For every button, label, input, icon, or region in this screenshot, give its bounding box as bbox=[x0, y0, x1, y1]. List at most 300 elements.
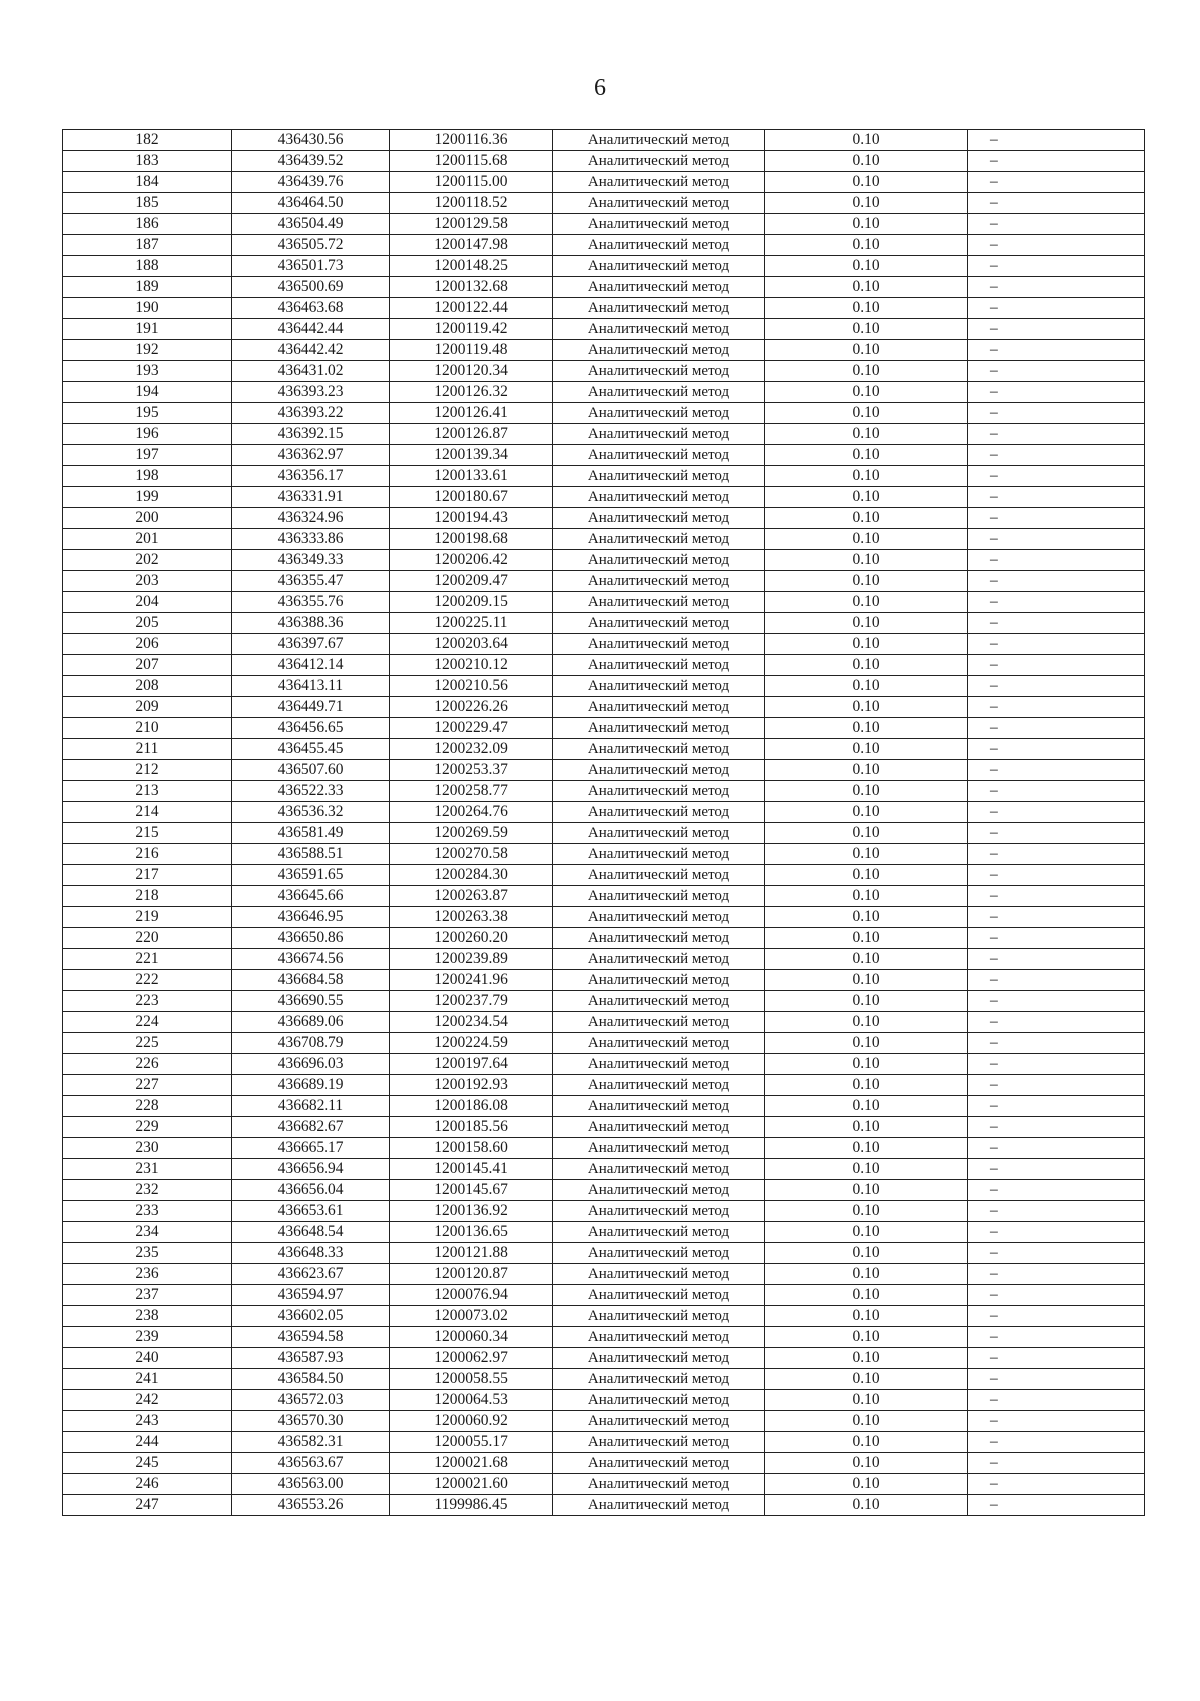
accuracy-cell: 0.10 bbox=[765, 403, 968, 424]
table-row bbox=[63, 319, 1145, 340]
point-number-cell: 230 bbox=[63, 1138, 232, 1159]
x-coordinate-cell: 436388.36 bbox=[232, 613, 390, 634]
accuracy-cell: 0.10 bbox=[765, 1117, 968, 1138]
accuracy-cell: 0.10 bbox=[765, 445, 968, 466]
note-cell: – bbox=[968, 718, 1145, 739]
x-coordinate-cell: 436442.42 bbox=[232, 340, 390, 361]
y-coordinate-cell: 1200225.11 bbox=[390, 613, 553, 634]
point-number-cell: 194 bbox=[63, 382, 232, 403]
x-coordinate-cell: 436602.05 bbox=[232, 1306, 390, 1327]
table-row bbox=[63, 298, 1145, 319]
x-coordinate-cell: 436570.30 bbox=[232, 1411, 390, 1432]
table-row bbox=[63, 1390, 1145, 1411]
accuracy-cell: 0.10 bbox=[765, 823, 968, 844]
note-cell: – bbox=[968, 802, 1145, 823]
note-cell: – bbox=[968, 1264, 1145, 1285]
x-coordinate-cell: 436656.94 bbox=[232, 1159, 390, 1180]
y-coordinate-cell: 1200263.38 bbox=[390, 907, 553, 928]
y-coordinate-cell: 1200270.58 bbox=[390, 844, 553, 865]
table-row bbox=[63, 1180, 1145, 1201]
accuracy-cell: 0.10 bbox=[765, 1243, 968, 1264]
method-cell: Аналитический метод bbox=[553, 1390, 765, 1411]
accuracy-cell: 0.10 bbox=[765, 130, 968, 151]
x-coordinate-cell: 436430.56 bbox=[232, 130, 390, 151]
x-coordinate-cell: 436594.97 bbox=[232, 1285, 390, 1306]
y-coordinate-cell: 1200198.68 bbox=[390, 529, 553, 550]
x-coordinate-cell: 436648.54 bbox=[232, 1222, 390, 1243]
point-number-cell: 208 bbox=[63, 676, 232, 697]
y-coordinate-cell: 1200224.59 bbox=[390, 1033, 553, 1054]
y-coordinate-cell: 1200133.61 bbox=[390, 466, 553, 487]
note-cell: – bbox=[968, 1012, 1145, 1033]
x-coordinate-cell: 436682.67 bbox=[232, 1117, 390, 1138]
note-cell: – bbox=[968, 823, 1145, 844]
note-cell: – bbox=[968, 1327, 1145, 1348]
y-coordinate-cell: 1200180.67 bbox=[390, 487, 553, 508]
point-number-cell: 223 bbox=[63, 991, 232, 1012]
point-number-cell: 236 bbox=[63, 1264, 232, 1285]
y-coordinate-cell: 1200132.68 bbox=[390, 277, 553, 298]
x-coordinate-cell: 436584.50 bbox=[232, 1369, 390, 1390]
table-row bbox=[63, 865, 1145, 886]
method-cell: Аналитический метод bbox=[553, 193, 765, 214]
x-coordinate-cell: 436572.03 bbox=[232, 1390, 390, 1411]
y-coordinate-cell: 1200120.87 bbox=[390, 1264, 553, 1285]
method-cell: Аналитический метод bbox=[553, 466, 765, 487]
point-number-cell: 203 bbox=[63, 571, 232, 592]
method-cell: Аналитический метод bbox=[553, 907, 765, 928]
method-cell: Аналитический метод bbox=[553, 172, 765, 193]
accuracy-cell: 0.10 bbox=[765, 424, 968, 445]
table-row bbox=[63, 1054, 1145, 1075]
x-coordinate-cell: 436588.51 bbox=[232, 844, 390, 865]
method-cell: Аналитический метод bbox=[553, 340, 765, 361]
point-number-cell: 221 bbox=[63, 949, 232, 970]
point-number-cell: 197 bbox=[63, 445, 232, 466]
y-coordinate-cell: 1200147.98 bbox=[390, 235, 553, 256]
note-cell: – bbox=[968, 991, 1145, 1012]
method-cell: Аналитический метод bbox=[553, 1348, 765, 1369]
method-cell: Аналитический метод bbox=[553, 697, 765, 718]
table-row bbox=[63, 676, 1145, 697]
method-cell: Аналитический метод bbox=[553, 130, 765, 151]
accuracy-cell: 0.10 bbox=[765, 151, 968, 172]
point-number-cell: 242 bbox=[63, 1390, 232, 1411]
table-row bbox=[63, 1285, 1145, 1306]
note-cell: – bbox=[968, 676, 1145, 697]
y-coordinate-cell: 1200253.37 bbox=[390, 760, 553, 781]
y-coordinate-cell: 1200209.15 bbox=[390, 592, 553, 613]
note-cell: – bbox=[968, 361, 1145, 382]
table-row bbox=[63, 1453, 1145, 1474]
x-coordinate-cell: 436455.45 bbox=[232, 739, 390, 760]
accuracy-cell: 0.10 bbox=[765, 1096, 968, 1117]
y-coordinate-cell: 1200264.76 bbox=[390, 802, 553, 823]
accuracy-cell: 0.10 bbox=[765, 907, 968, 928]
table-row bbox=[63, 172, 1145, 193]
note-cell: – bbox=[968, 886, 1145, 907]
accuracy-cell: 0.10 bbox=[765, 319, 968, 340]
x-coordinate-cell: 436393.22 bbox=[232, 403, 390, 424]
y-coordinate-cell: 1200021.60 bbox=[390, 1474, 553, 1495]
y-coordinate-cell: 1200226.26 bbox=[390, 697, 553, 718]
method-cell: Аналитический метод bbox=[553, 1012, 765, 1033]
method-cell: Аналитический метод bbox=[553, 1180, 765, 1201]
method-cell: Аналитический метод bbox=[553, 1432, 765, 1453]
point-number-cell: 188 bbox=[63, 256, 232, 277]
point-number-cell: 190 bbox=[63, 298, 232, 319]
point-number-cell: 243 bbox=[63, 1411, 232, 1432]
point-number-cell: 220 bbox=[63, 928, 232, 949]
y-coordinate-cell: 1200260.20 bbox=[390, 928, 553, 949]
table-row bbox=[63, 1432, 1145, 1453]
method-cell: Аналитический метод bbox=[553, 508, 765, 529]
note-cell: – bbox=[968, 739, 1145, 760]
method-cell: Аналитический метод bbox=[553, 1327, 765, 1348]
method-cell: Аналитический метод bbox=[553, 592, 765, 613]
accuracy-cell: 0.10 bbox=[765, 592, 968, 613]
note-cell: – bbox=[968, 529, 1145, 550]
note-cell: – bbox=[968, 298, 1145, 319]
method-cell: Аналитический метод bbox=[553, 361, 765, 382]
table-row bbox=[63, 718, 1145, 739]
note-cell: – bbox=[968, 613, 1145, 634]
y-coordinate-cell: 1200192.93 bbox=[390, 1075, 553, 1096]
method-cell: Аналитический метод bbox=[553, 214, 765, 235]
y-coordinate-cell: 1200121.88 bbox=[390, 1243, 553, 1264]
note-cell: – bbox=[968, 1243, 1145, 1264]
note-cell: – bbox=[968, 550, 1145, 571]
point-number-cell: 238 bbox=[63, 1306, 232, 1327]
note-cell: – bbox=[968, 382, 1145, 403]
note-cell: – bbox=[968, 1117, 1145, 1138]
x-coordinate-cell: 436582.31 bbox=[232, 1432, 390, 1453]
point-number-cell: 231 bbox=[63, 1159, 232, 1180]
y-coordinate-cell: 1200021.68 bbox=[390, 1453, 553, 1474]
method-cell: Аналитический метод bbox=[553, 844, 765, 865]
x-coordinate-cell: 436682.11 bbox=[232, 1096, 390, 1117]
accuracy-cell: 0.10 bbox=[765, 760, 968, 781]
note-cell: – bbox=[968, 172, 1145, 193]
method-cell: Аналитический метод bbox=[553, 1495, 765, 1516]
accuracy-cell: 0.10 bbox=[765, 298, 968, 319]
note-cell: – bbox=[968, 1369, 1145, 1390]
point-number-cell: 213 bbox=[63, 781, 232, 802]
accuracy-cell: 0.10 bbox=[765, 1222, 968, 1243]
table-row bbox=[63, 256, 1145, 277]
table-row bbox=[63, 550, 1145, 571]
table-row bbox=[63, 130, 1145, 151]
note-cell: – bbox=[968, 256, 1145, 277]
point-number-cell: 204 bbox=[63, 592, 232, 613]
table-row bbox=[63, 823, 1145, 844]
note-cell: – bbox=[968, 865, 1145, 886]
note-cell: – bbox=[968, 970, 1145, 991]
table-row bbox=[63, 1327, 1145, 1348]
x-coordinate-cell: 436439.76 bbox=[232, 172, 390, 193]
point-number-cell: 196 bbox=[63, 424, 232, 445]
method-cell: Аналитический метод bbox=[553, 550, 765, 571]
x-coordinate-cell: 436587.93 bbox=[232, 1348, 390, 1369]
x-coordinate-cell: 436581.49 bbox=[232, 823, 390, 844]
method-cell: Аналитический метод bbox=[553, 613, 765, 634]
x-coordinate-cell: 436449.71 bbox=[232, 697, 390, 718]
accuracy-cell: 0.10 bbox=[765, 718, 968, 739]
y-coordinate-cell: 1200129.58 bbox=[390, 214, 553, 235]
method-cell: Аналитический метод bbox=[553, 1222, 765, 1243]
method-cell: Аналитический метод bbox=[553, 823, 765, 844]
x-coordinate-cell: 436355.76 bbox=[232, 592, 390, 613]
note-cell: – bbox=[968, 1495, 1145, 1516]
accuracy-cell: 0.10 bbox=[765, 970, 968, 991]
note-cell: – bbox=[968, 1075, 1145, 1096]
x-coordinate-cell: 436464.50 bbox=[232, 193, 390, 214]
accuracy-cell: 0.10 bbox=[765, 193, 968, 214]
note-cell: – bbox=[968, 928, 1145, 949]
point-number-cell: 199 bbox=[63, 487, 232, 508]
method-cell: Аналитический метод bbox=[553, 760, 765, 781]
note-cell: – bbox=[968, 907, 1145, 928]
note-cell: – bbox=[968, 1201, 1145, 1222]
note-cell: – bbox=[968, 760, 1145, 781]
x-coordinate-cell: 436591.65 bbox=[232, 865, 390, 886]
table-row bbox=[63, 1096, 1145, 1117]
point-number-cell: 224 bbox=[63, 1012, 232, 1033]
y-coordinate-cell: 1200258.77 bbox=[390, 781, 553, 802]
table-row bbox=[63, 1474, 1145, 1495]
accuracy-cell: 0.10 bbox=[765, 1012, 968, 1033]
y-coordinate-cell: 1200269.59 bbox=[390, 823, 553, 844]
y-coordinate-cell: 1200120.34 bbox=[390, 361, 553, 382]
method-cell: Аналитический метод bbox=[553, 1075, 765, 1096]
point-number-cell: 184 bbox=[63, 172, 232, 193]
accuracy-cell: 0.10 bbox=[765, 865, 968, 886]
accuracy-cell: 0.10 bbox=[765, 844, 968, 865]
x-coordinate-cell: 436463.68 bbox=[232, 298, 390, 319]
x-coordinate-cell: 436563.67 bbox=[232, 1453, 390, 1474]
note-cell: – bbox=[968, 319, 1145, 340]
x-coordinate-cell: 436442.44 bbox=[232, 319, 390, 340]
point-number-cell: 244 bbox=[63, 1432, 232, 1453]
accuracy-cell: 0.10 bbox=[765, 277, 968, 298]
accuracy-cell: 0.10 bbox=[765, 1033, 968, 1054]
point-number-cell: 241 bbox=[63, 1369, 232, 1390]
point-number-cell: 227 bbox=[63, 1075, 232, 1096]
x-coordinate-cell: 436356.17 bbox=[232, 466, 390, 487]
table-row bbox=[63, 844, 1145, 865]
accuracy-cell: 0.10 bbox=[765, 802, 968, 823]
y-coordinate-cell: 1200203.64 bbox=[390, 634, 553, 655]
note-cell: – bbox=[968, 1033, 1145, 1054]
accuracy-cell: 0.10 bbox=[765, 1474, 968, 1495]
y-coordinate-cell: 1200145.67 bbox=[390, 1180, 553, 1201]
note-cell: – bbox=[968, 1180, 1145, 1201]
x-coordinate-cell: 436397.67 bbox=[232, 634, 390, 655]
x-coordinate-cell: 436674.56 bbox=[232, 949, 390, 970]
point-number-cell: 205 bbox=[63, 613, 232, 634]
y-coordinate-cell: 1200239.89 bbox=[390, 949, 553, 970]
table-row bbox=[63, 928, 1145, 949]
accuracy-cell: 0.10 bbox=[765, 676, 968, 697]
x-coordinate-cell: 436645.66 bbox=[232, 886, 390, 907]
point-number-cell: 192 bbox=[63, 340, 232, 361]
y-coordinate-cell: 1200229.47 bbox=[390, 718, 553, 739]
accuracy-cell: 0.10 bbox=[765, 1285, 968, 1306]
accuracy-cell: 0.10 bbox=[765, 739, 968, 760]
method-cell: Аналитический метод bbox=[553, 676, 765, 697]
point-number-cell: 215 bbox=[63, 823, 232, 844]
method-cell: Аналитический метод bbox=[553, 235, 765, 256]
method-cell: Аналитический метод bbox=[553, 277, 765, 298]
accuracy-cell: 0.10 bbox=[765, 1495, 968, 1516]
method-cell: Аналитический метод bbox=[553, 991, 765, 1012]
x-coordinate-cell: 436536.32 bbox=[232, 802, 390, 823]
table-row bbox=[63, 1411, 1145, 1432]
table-row bbox=[63, 592, 1145, 613]
table-row bbox=[63, 1075, 1145, 1096]
accuracy-cell: 0.10 bbox=[765, 1369, 968, 1390]
point-number-cell: 211 bbox=[63, 739, 232, 760]
accuracy-cell: 0.10 bbox=[765, 1201, 968, 1222]
point-number-cell: 218 bbox=[63, 886, 232, 907]
y-coordinate-cell: 1200136.65 bbox=[390, 1222, 553, 1243]
point-number-cell: 246 bbox=[63, 1474, 232, 1495]
note-cell: – bbox=[968, 277, 1145, 298]
accuracy-cell: 0.10 bbox=[765, 928, 968, 949]
y-coordinate-cell: 1200119.48 bbox=[390, 340, 553, 361]
x-coordinate-cell: 436333.86 bbox=[232, 529, 390, 550]
method-cell: Аналитический метод bbox=[553, 1411, 765, 1432]
x-coordinate-cell: 436522.33 bbox=[232, 781, 390, 802]
x-coordinate-cell: 436684.58 bbox=[232, 970, 390, 991]
y-coordinate-cell: 1200060.34 bbox=[390, 1327, 553, 1348]
y-coordinate-cell: 1200284.30 bbox=[390, 865, 553, 886]
accuracy-cell: 0.10 bbox=[765, 886, 968, 907]
note-cell: – bbox=[968, 214, 1145, 235]
table-row bbox=[63, 1117, 1145, 1138]
y-coordinate-cell: 1200145.41 bbox=[390, 1159, 553, 1180]
table-row bbox=[63, 991, 1145, 1012]
x-coordinate-cell: 436656.04 bbox=[232, 1180, 390, 1201]
note-cell: – bbox=[968, 781, 1145, 802]
table-row bbox=[63, 424, 1145, 445]
method-cell: Аналитический метод bbox=[553, 949, 765, 970]
coordinates-table bbox=[62, 129, 1145, 1516]
method-cell: Аналитический метод bbox=[553, 1285, 765, 1306]
point-number-cell: 233 bbox=[63, 1201, 232, 1222]
method-cell: Аналитический метод bbox=[553, 1096, 765, 1117]
method-cell: Аналитический метод bbox=[553, 151, 765, 172]
table-row bbox=[63, 151, 1145, 172]
point-number-cell: 217 bbox=[63, 865, 232, 886]
note-cell: – bbox=[968, 340, 1145, 361]
table-row bbox=[63, 613, 1145, 634]
point-number-cell: 193 bbox=[63, 361, 232, 382]
note-cell: – bbox=[968, 130, 1145, 151]
accuracy-cell: 0.10 bbox=[765, 613, 968, 634]
y-coordinate-cell: 1200194.43 bbox=[390, 508, 553, 529]
accuracy-cell: 0.10 bbox=[765, 1390, 968, 1411]
point-number-cell: 195 bbox=[63, 403, 232, 424]
table-row bbox=[63, 634, 1145, 655]
x-coordinate-cell: 436594.58 bbox=[232, 1327, 390, 1348]
method-cell: Аналитический метод bbox=[553, 529, 765, 550]
method-cell: Аналитический метод bbox=[553, 487, 765, 508]
x-coordinate-cell: 436431.02 bbox=[232, 361, 390, 382]
note-cell: – bbox=[968, 1096, 1145, 1117]
accuracy-cell: 0.10 bbox=[765, 1432, 968, 1453]
accuracy-cell: 0.10 bbox=[765, 235, 968, 256]
y-coordinate-cell: 1200126.32 bbox=[390, 382, 553, 403]
note-cell: – bbox=[968, 1432, 1145, 1453]
method-cell: Аналитический метод bbox=[553, 1369, 765, 1390]
y-coordinate-cell: 1200126.41 bbox=[390, 403, 553, 424]
x-coordinate-cell: 436653.61 bbox=[232, 1201, 390, 1222]
method-cell: Аналитический метод bbox=[553, 1159, 765, 1180]
x-coordinate-cell: 436331.91 bbox=[232, 487, 390, 508]
point-number-cell: 186 bbox=[63, 214, 232, 235]
y-coordinate-cell: 1200185.56 bbox=[390, 1117, 553, 1138]
y-coordinate-cell: 1200062.97 bbox=[390, 1348, 553, 1369]
x-coordinate-cell: 436665.17 bbox=[232, 1138, 390, 1159]
accuracy-cell: 0.10 bbox=[765, 1306, 968, 1327]
x-coordinate-cell: 436412.14 bbox=[232, 655, 390, 676]
accuracy-cell: 0.10 bbox=[765, 991, 968, 1012]
accuracy-cell: 0.10 bbox=[765, 466, 968, 487]
method-cell: Аналитический метод bbox=[553, 1453, 765, 1474]
table-row bbox=[63, 340, 1145, 361]
y-coordinate-cell: 1200237.79 bbox=[390, 991, 553, 1012]
x-coordinate-cell: 436456.65 bbox=[232, 718, 390, 739]
accuracy-cell: 0.10 bbox=[765, 361, 968, 382]
point-number-cell: 226 bbox=[63, 1054, 232, 1075]
accuracy-cell: 0.10 bbox=[765, 1180, 968, 1201]
accuracy-cell: 0.10 bbox=[765, 1054, 968, 1075]
accuracy-cell: 0.10 bbox=[765, 1159, 968, 1180]
x-coordinate-cell: 436689.19 bbox=[232, 1075, 390, 1096]
x-coordinate-cell: 436439.52 bbox=[232, 151, 390, 172]
accuracy-cell: 0.10 bbox=[765, 172, 968, 193]
table-row bbox=[63, 760, 1145, 781]
x-coordinate-cell: 436553.26 bbox=[232, 1495, 390, 1516]
method-cell: Аналитический метод bbox=[553, 718, 765, 739]
method-cell: Аналитический метод bbox=[553, 1201, 765, 1222]
y-coordinate-cell: 1199986.45 bbox=[390, 1495, 553, 1516]
point-number-cell: 206 bbox=[63, 634, 232, 655]
x-coordinate-cell: 436690.55 bbox=[232, 991, 390, 1012]
x-coordinate-cell: 436623.67 bbox=[232, 1264, 390, 1285]
table-row bbox=[63, 907, 1145, 928]
method-cell: Аналитический метод bbox=[553, 655, 765, 676]
x-coordinate-cell: 436413.11 bbox=[232, 676, 390, 697]
accuracy-cell: 0.10 bbox=[765, 1453, 968, 1474]
table-row bbox=[63, 1033, 1145, 1054]
x-coordinate-cell: 436501.73 bbox=[232, 256, 390, 277]
point-number-cell: 185 bbox=[63, 193, 232, 214]
note-cell: – bbox=[968, 1390, 1145, 1411]
table-row bbox=[63, 1138, 1145, 1159]
table-row bbox=[63, 949, 1145, 970]
table-row bbox=[63, 382, 1145, 403]
y-coordinate-cell: 1200073.02 bbox=[390, 1306, 553, 1327]
x-coordinate-cell: 436392.15 bbox=[232, 424, 390, 445]
accuracy-cell: 0.10 bbox=[765, 949, 968, 970]
table-row bbox=[63, 193, 1145, 214]
accuracy-cell: 0.10 bbox=[765, 781, 968, 802]
accuracy-cell: 0.10 bbox=[765, 340, 968, 361]
note-cell: – bbox=[968, 949, 1145, 970]
x-coordinate-cell: 436505.72 bbox=[232, 235, 390, 256]
